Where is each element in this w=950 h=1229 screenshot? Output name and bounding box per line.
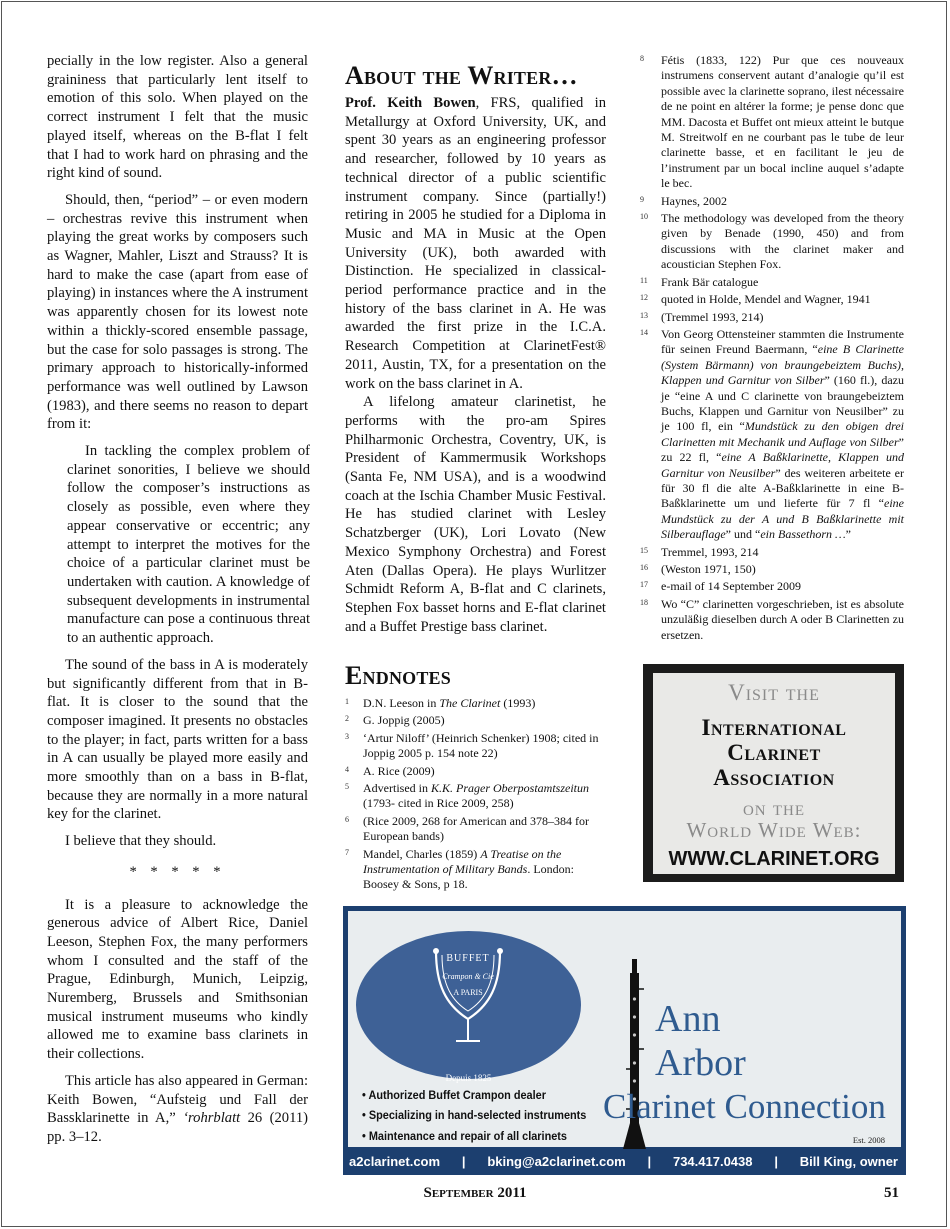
- list-item: • Authorized Buffet Crampon dealer: [362, 1088, 546, 1102]
- section-heading: Endnotes: [345, 661, 451, 690]
- section-divider: * * * * *: [129, 863, 226, 880]
- ad-text: on the: [742, 796, 806, 820]
- endnote-number: 13: [640, 310, 648, 320]
- endnote-number: 5: [345, 782, 349, 792]
- lyre-emblem-icon: [426, 945, 510, 1057]
- ica-ad-panel: [653, 673, 895, 874]
- block-quote: In tackling the complex problem of clarinet sonorities, I believe we should follow the composer’s instructions as closely as possible, even where they appear conservative or eccentric; any attempt to interpret the motives for the choice of a particular clarinet must be undertaken with caution. A knowledge of subsequent developments in instrumental manufacture can pose a continuous threat to an authentic approach.: [67, 443, 310, 647]
- ad-text: Clarinet: [727, 740, 821, 765]
- ann-arbor-advertisement[interactable]: [343, 906, 906, 1175]
- endnote-item: [640, 194, 904, 209]
- paragraph: The sound of the bass in A is moderately but significantly different from that in B-flat. It is closer to the sound that the composer imagined. It presents no obstacles to the player; in fact, parts written for a bass in A can usually be played more easily and more smoothly than on a bass in B-flat, because they are normally in a more natural key for the clarinet.: [47, 656, 308, 823]
- paragraph: A lifelong amateur clarinetist, he performs with the pro-am Spires Philharmonic Orchestra, Coventry, UK, is President of Kammermusik Workshops (Santa Fe, NM USA), and is a woodwind coach at the Ischia Chamber Music Festival. He has studied clarinet with Lesley Schatzberger (UK), Lori Lovato (New Mexico Symphony Orchestra) and Forest Aten (Dallas Opera). He plays Wurlitzer Schmidt Reform A, B-flat and C clarinets, Stephen Fox basset horns and E-flat clarinet and a Buffet Prestige bass clarinet.: [345, 394, 606, 635]
- endnote-text: ‘Artur Niloff’ (Heinrich Schenker) 1908; cited in Joppig 2005 p. 154 note 22): [363, 730, 599, 761]
- citation-text: This article has also appeared in German: Keith Bowen, “Aufsteig und Fall der Bassklarinette in A,” ‘rohrblatt 26 (2011) pp. 3–12.: [47, 1072, 308, 1145]
- endnote-item: [640, 292, 904, 307]
- logo-text: BUFFET: [446, 953, 490, 964]
- endnote-number: 11: [640, 275, 648, 285]
- endnote-item: [640, 310, 904, 325]
- logo-text: Crampon & Cie: [442, 972, 494, 981]
- paragraph: pecially in the low register. Also a general graininess that particularly lent itself to emotion of this solo. When played on the correct instrument I felt that the music played itself, whereas on the B-flat I felt that I had to work hard on phrasing and the right kind of sound.: [47, 53, 308, 182]
- endnote-number: 2: [345, 714, 349, 724]
- website-link[interactable]: a2clarinet.com: [349, 1153, 441, 1169]
- services-list: [362, 1085, 586, 1146]
- endnote-item: [345, 781, 607, 812]
- endnote-item: [640, 211, 904, 273]
- endnote-number: 14: [640, 327, 648, 337]
- logo-text: A PARIS: [453, 988, 483, 997]
- bio-text: , FRS, qualified in Metallurgy at Oxford University, UK, and spent 30 years as an engineering professor and researcher, followed by 10 years as technical director of a public scientific instrument company. Since (partially!) retiring in 2005 he studied for a Diploma in Music and MA in Music at the Open University (UK), both awarded with Distinction. He specialized in classical-period performance practice and in the history of the bass clarinet in A. He was awarded the first prize in the I.C.A. Research Competition at ClarinetFest® 2011, Austin, TX, for a presentation on the work on the bass clarinet in A.: [345, 95, 606, 392]
- aac-ad-panel: [348, 911, 901, 1147]
- page-number: 51: [884, 1185, 899, 1201]
- endnote-text: e-mail of 14 September 2009: [661, 579, 801, 594]
- ad-text: International: [701, 715, 847, 740]
- endnote-text: D.N. Leeson in The Clarinet (1993): [363, 696, 536, 710]
- endnote-text: Von Georg Ottensteiner stammten die Instrumente für seinen Freund Baermann, “eine B Clarinette (System Bärmann) von braungebeiztem Buchs), Klappen und Garnitur von Silber” (160 fl.), dazu je “eine A und C clarinette von braungebeiztem Buchs, Klappen und Garnitur von Neusilber” zu je 100 fl, ein “Mundstück zu den obigen drei Clarinetten mit Mechanik und Auflage von Silber” zu 22 fl, “eine A Baßklarinette, Klappen und Garnitur von Neusilber” des weiteren arbeitete er für 30 fl die alte A-Baßklarinette in eine B-Baßklarinette um und lieferte für 7 fl “eine Mundstück zu der A und B Baßklarinette mit Silberauflage” und “ein Bassethorn …”: [661, 326, 905, 542]
- store-name-word: Ann: [655, 998, 721, 1040]
- endnote-text: (Rice 2009, 268 for American and 378–384 for European bands): [363, 813, 589, 844]
- endnote-text: Fétis (1833, 122) Pur que ces nouveaux instrumens conservent autant d’analogie qu’il est possible avec la clarinette soprano, ilest nécessaire de ne point en altérer la forme; je pense donc que MM. Dacosta et Buffet ont mieux atteint le butque M. Streitwolf en ne courbant pas le tube de leur clarinette basse, et en facilitant le jeu de l’instrument par un bocal incline auquel s’adapte le bec.: [661, 53, 904, 191]
- article-column-1: [47, 52, 308, 1155]
- endnotes-section: [345, 662, 607, 895]
- buffet-crampon-logo: [356, 931, 581, 1083]
- paragraph: It is a pleasure to acknowledge the generous advice of Albert Rice, Daniel Leeson, Stephen Fox, the many performers whom I consulted and the staff of the Prague, Edinburgh, Munich, Leipzig, Nuremberg, Brussels and Smithsonian musical instrument museums who kindly allowed me to examine bass clarinets in their collections.: [47, 896, 308, 1063]
- endnotes-continued: [640, 53, 904, 645]
- endnote-text: Wo “C” clarinetten vorgeschrieben, ist es absolute unzuläßig dieselben durch A oder B Clarinetten zu ersetzen.: [661, 596, 904, 642]
- logo-text: Depuis 1825: [445, 1073, 492, 1083]
- about-the-writer: [345, 62, 606, 636]
- phone-number: 734.417.0438: [672, 1153, 753, 1169]
- ad-text: Visit the: [728, 680, 820, 705]
- email-link[interactable]: bking@a2clarinet.com: [487, 1153, 626, 1169]
- list-item: • Maintenance and repair of all clarinets: [362, 1128, 567, 1143]
- store-name-word: Clarinet Connection: [603, 1087, 886, 1126]
- endnote-number: 8: [640, 54, 644, 63]
- endnote-number: 6: [345, 814, 349, 824]
- issue-date: September 2011: [423, 1185, 527, 1201]
- endnote-number: 9: [640, 194, 644, 204]
- owner-name: Bill King, owner: [799, 1153, 898, 1169]
- ica-url-link[interactable]: WWW.CLARINET.ORG: [668, 848, 880, 870]
- endnote-text: Mandel, Charles (1859) A Treatise on the Instrumentation of Military Bands. London: Boosey & Sons, p 18.: [363, 846, 574, 892]
- endnote-number: 4: [345, 764, 349, 774]
- endnote-number: 3: [345, 731, 349, 741]
- contact-bar: a2clarinet.com | bking@a2clarinet.com | 734.417.0438 | Bill King, owner: [349, 1153, 898, 1169]
- endnote-text: Haynes, 2002: [661, 193, 727, 208]
- endnote-text: quoted in Holde, Mendel and Wagner, 1941: [661, 292, 871, 307]
- endnote-text: The methodology was developed from the theory given by Benade (1990, 450) and from discussions with the clarinet maker and acoustician Stephen Fox.: [661, 211, 904, 272]
- author-name: Prof. Keith Bowen: [345, 95, 476, 111]
- ad-text: Association: [713, 765, 835, 790]
- endnote-number: 17: [640, 580, 648, 590]
- endnote-item: [345, 731, 607, 762]
- endnote-text: (Tremmel 1993, 214): [661, 309, 764, 324]
- endnote-number: 15: [640, 545, 648, 555]
- endnote-text: G. Joppig (2005): [363, 713, 445, 728]
- endnote-item: [345, 847, 607, 893]
- endnote-number: 7: [345, 847, 349, 857]
- paragraph: [47, 1072, 308, 1147]
- paragraph: Should, then, “period” – or even modern – orchestras revive this instrument when playing the great works by composers such as Wagner, Mahler, Liszt and Strauss? It is hard to make the case (apart from ease of playing) in instances where the A instrument was apparently chosen for its lowest note within a thickly-scored ensemble passage, but the case for solo passages is strong. The primary approach to historically-informed performance was well outlined by Lawson (1983), and there seems no reason to depart from it:: [47, 191, 308, 433]
- endnote-number: 16: [640, 563, 648, 572]
- endnote-item: [345, 814, 607, 845]
- endnote-text: Advertised in K.K. Prager Oberpostamtszeitun (1793- cited in Rice 2009, 258): [363, 781, 590, 811]
- endnote-item: [345, 764, 607, 779]
- endnote-item: [640, 275, 904, 290]
- endnote-item: [640, 579, 904, 594]
- endnote-item: [640, 53, 904, 192]
- store-name-word: Arbor: [655, 1042, 746, 1084]
- endnote-list: [345, 696, 607, 893]
- endnote-item: [640, 562, 904, 577]
- ad-text: World Wide Web:: [686, 818, 862, 842]
- endnote-item: [345, 713, 607, 728]
- endnote-text: (Weston 1971, 150): [661, 562, 756, 576]
- list-item: • Specializing in hand-selected instruments: [362, 1108, 587, 1123]
- endnote-item: [640, 545, 904, 560]
- endnote-text: Tremmel, 1993, 214: [661, 544, 759, 559]
- endnote-text: A. Rice (2009): [363, 763, 435, 778]
- endnote-number: 12: [640, 293, 648, 303]
- endnote-item: [640, 327, 904, 543]
- established-text: Est. 2008: [852, 1135, 885, 1145]
- endnote-number: 18: [640, 597, 648, 607]
- paragraph: I believe that they should.: [65, 833, 217, 850]
- paragraph: [345, 94, 606, 393]
- ica-advertisement[interactable]: [643, 664, 904, 882]
- endnote-item: [640, 597, 904, 643]
- endnote-number: 10: [640, 212, 648, 222]
- endnote-item: [345, 696, 607, 711]
- section-heading: About the Writer…: [345, 61, 578, 90]
- endnote-number: 1: [345, 697, 349, 706]
- endnote-text: Frank Bär catalogue: [661, 274, 759, 289]
